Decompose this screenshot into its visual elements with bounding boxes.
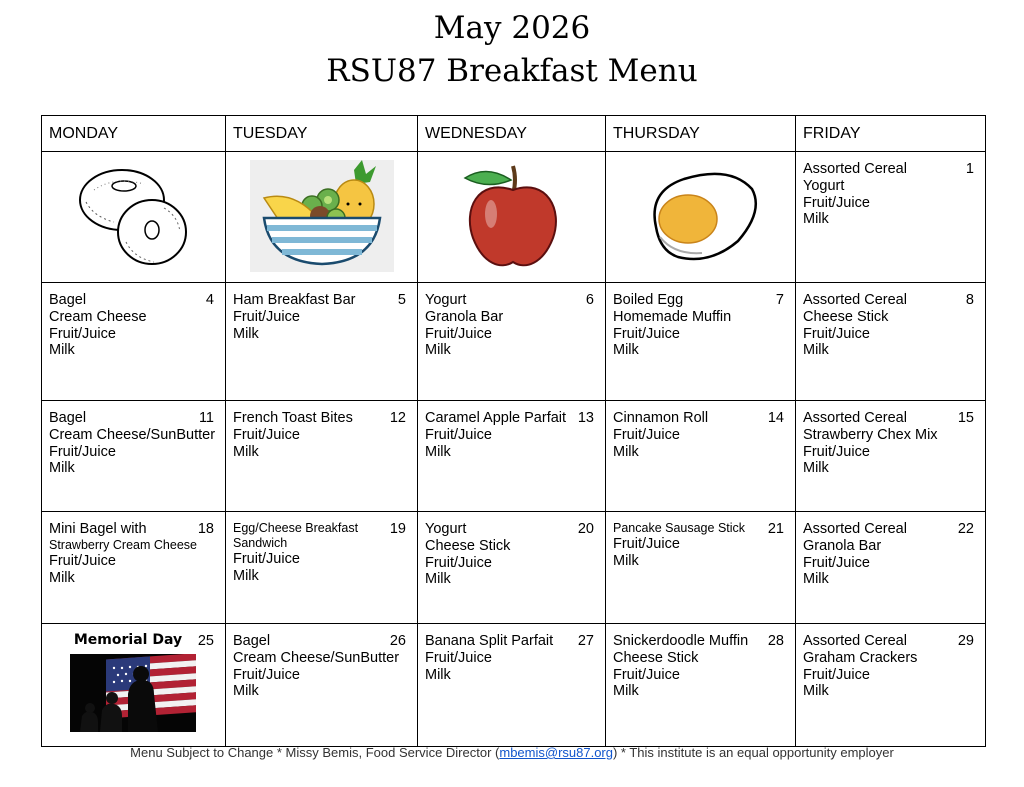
- menu-item: Cinnamon Roll: [613, 410, 709, 426]
- menu-item: Strawberry Cream Cheese: [49, 537, 197, 552]
- day-header-row: [42, 116, 986, 152]
- date-number: 19: [389, 521, 406, 537]
- menu-item: Sandwich: [233, 536, 288, 550]
- week-row: [42, 624, 986, 747]
- menu-item: Cheese Stick: [425, 537, 511, 554]
- menu-item: Fruit/Juice: [613, 666, 680, 683]
- date-number: 20: [577, 521, 594, 537]
- calendar-cell: [418, 152, 606, 283]
- menu-item: Cream Cheese/SunButter: [49, 426, 216, 443]
- menu-item: Pancake Sausage Stick: [613, 521, 746, 535]
- menu-item: Strawberry Chex Mix: [803, 426, 938, 443]
- menu-item: Milk: [613, 342, 639, 359]
- day-header-wednesday: WEDNESDAY: [418, 116, 606, 152]
- menu-item: Fruit/Juice: [613, 325, 680, 342]
- calendar-cell: [796, 283, 986, 401]
- calendar-cell: [418, 401, 606, 512]
- menu-item: Yogurt: [425, 292, 467, 308]
- day-header-tuesday: TUESDAY: [226, 116, 418, 152]
- menu-item: Fruit/Juice: [803, 194, 870, 211]
- date-number: 15: [957, 410, 974, 426]
- menu-item: Fruit/Juice: [233, 666, 300, 683]
- menu-item: Banana Split Parfait: [425, 633, 554, 649]
- date-number: 11: [198, 410, 214, 426]
- memorial-day-flag-image: [70, 654, 219, 737]
- director-email-link[interactable]: mbemis@rsu87.org: [499, 745, 613, 760]
- calendar-cell: [606, 283, 796, 401]
- footer-note: [0, 745, 1024, 760]
- menu-item: Fruit/Juice: [803, 554, 870, 571]
- calendar-cell: [42, 152, 226, 283]
- date-number: 4: [205, 292, 214, 308]
- menu-item: Fruit/Juice: [425, 325, 492, 342]
- menu-item: Assorted Cereal: [803, 521, 907, 537]
- menu-item: Fruit/Juice: [49, 552, 116, 569]
- menu-item: Milk: [613, 683, 639, 700]
- menu-item: Assorted Cereal: [803, 292, 907, 308]
- menu-item: Milk: [233, 683, 259, 700]
- menu-item: Fruit/Juice: [233, 426, 300, 443]
- date-number: 26: [389, 633, 406, 649]
- menu-item: French Toast Bites: [233, 410, 353, 426]
- day-header-friday: FRIDAY: [796, 116, 986, 152]
- menu-item: Milk: [49, 460, 75, 477]
- menu-item: Egg/Cheese Breakfast: [233, 521, 359, 535]
- date-number: 13: [577, 410, 594, 426]
- menu-item: Milk: [425, 342, 451, 359]
- day-header-thursday: THURSDAY: [606, 116, 796, 152]
- date-number: 7: [775, 292, 784, 308]
- menu-item: Milk: [233, 443, 259, 460]
- calendar-cell: [42, 401, 226, 512]
- menu-item: Cheese Stick: [803, 308, 889, 325]
- calendar-cell: [42, 512, 226, 624]
- menu-item: Graham Crackers: [803, 649, 918, 666]
- menu-item: Fruit/Juice: [613, 426, 680, 443]
- calendar-cell: [796, 512, 986, 624]
- calendar-cell: [796, 624, 986, 747]
- week-row: [42, 152, 986, 283]
- calendar-cell: [418, 512, 606, 624]
- menu-item: Yogurt: [803, 177, 845, 194]
- calendar-cell: [226, 512, 418, 624]
- menu-item: Homemade Muffin: [613, 308, 732, 325]
- calendar-cell: [796, 401, 986, 512]
- menu-item: Fruit/Juice: [803, 325, 870, 342]
- menu-item: Milk: [49, 342, 75, 359]
- date-number: 25: [197, 633, 214, 649]
- bagel-illustration: [42, 152, 225, 280]
- menu-item: Milk: [803, 460, 829, 477]
- date-number: 8: [965, 292, 974, 308]
- calendar-cell: [418, 283, 606, 401]
- menu-item: Milk: [803, 342, 829, 359]
- menu-item: Milk: [613, 552, 639, 569]
- menu-item: Granola Bar: [803, 537, 882, 554]
- memorial-day-label: Memorial Day: [73, 632, 183, 648]
- menu-item: Assorted Cereal: [803, 633, 907, 649]
- menu-item: Fruit/Juice: [425, 554, 492, 571]
- menu-item: Milk: [233, 325, 259, 342]
- menu-item: Fruit/Juice: [233, 308, 300, 325]
- menu-item: Yogurt: [425, 521, 467, 537]
- date-number: 18: [197, 521, 214, 537]
- date-number: 27: [577, 633, 594, 649]
- menu-item: Boiled Egg: [613, 292, 684, 308]
- menu-item: Snickerdoodle Muffin: [613, 633, 749, 649]
- date-number: 6: [585, 292, 594, 308]
- date-number: 12: [389, 410, 406, 426]
- date-number: 21: [767, 521, 784, 537]
- menu-item: Mini Bagel with: [49, 521, 147, 537]
- menu-item: Cream Cheese/SunButter: [233, 649, 400, 666]
- menu-item: Fruit/Juice: [233, 551, 300, 567]
- date-number: 5: [397, 292, 406, 308]
- menu-item: Milk: [803, 571, 829, 588]
- footer-text-after: ) * This institute is an equal opportunity employer: [612, 745, 894, 760]
- menu-item: Fruit/Juice: [613, 536, 680, 552]
- menu-item: Cream Cheese: [49, 308, 147, 325]
- calendar-cell: [226, 401, 418, 512]
- menu-item: Fruit/Juice: [803, 666, 870, 683]
- calendar-cell: [42, 624, 226, 747]
- date-number: 22: [957, 521, 974, 537]
- week-row: [42, 512, 986, 624]
- page-subtitle: RSU87 Breakfast Menu: [326, 53, 698, 89]
- date-number: 29: [957, 633, 974, 649]
- day-header-monday: MONDAY: [42, 116, 226, 152]
- calendar-cell: [418, 624, 606, 747]
- calendar-cell: [42, 283, 226, 401]
- menu-item: Fruit/Juice: [49, 443, 116, 460]
- calendar-cell: [226, 283, 418, 401]
- menu-item: Assorted Cereal: [803, 161, 907, 177]
- calendar-cell: [796, 152, 986, 283]
- menu-item: Fruit/Juice: [49, 325, 116, 342]
- menu-item: Milk: [425, 571, 451, 588]
- menu-item: Caramel Apple Parfait: [425, 410, 567, 426]
- menu-calendar: [41, 115, 986, 747]
- fruit-bowl-illustration: [226, 152, 417, 280]
- menu-item: Milk: [425, 666, 451, 683]
- calendar-cell: [606, 152, 796, 283]
- menu-item: Fruit/Juice: [425, 426, 492, 443]
- menu-item: Cheese Stick: [613, 649, 699, 666]
- menu-item: Bagel: [49, 292, 87, 308]
- menu-item: Assorted Cereal: [803, 410, 907, 426]
- menu-item: Fruit/Juice: [425, 649, 492, 666]
- date-number: 1: [965, 161, 974, 177]
- menu-item: Milk: [49, 569, 75, 586]
- menu-item: Milk: [803, 211, 829, 228]
- menu-item: Milk: [803, 683, 829, 700]
- week-row: [42, 401, 986, 512]
- menu-item: Granola Bar: [425, 308, 504, 325]
- calendar-cell: [606, 624, 796, 747]
- calendar-cell: [606, 401, 796, 512]
- menu-item: Bagel: [233, 633, 271, 649]
- menu-item: Fruit/Juice: [803, 443, 870, 460]
- calendar-cell: [606, 512, 796, 624]
- menu-item: Bagel: [49, 410, 87, 426]
- menu-item: Milk: [425, 443, 451, 460]
- date-number: 28: [767, 633, 784, 649]
- boiled-egg-illustration: [606, 152, 795, 280]
- menu-item: Milk: [233, 567, 259, 584]
- menu-item: Ham Breakfast Bar: [233, 292, 356, 308]
- apple-illustration: [418, 152, 605, 280]
- calendar-cell: [226, 152, 418, 283]
- date-number: 14: [767, 410, 784, 426]
- footer-text-before: Menu Subject to Change * Missy Bemis, Food Service Director (: [130, 745, 500, 760]
- page-title: May 2026: [433, 10, 591, 46]
- menu-item: Milk: [613, 443, 639, 460]
- calendar-cell: [226, 624, 418, 747]
- week-row: [42, 283, 986, 401]
